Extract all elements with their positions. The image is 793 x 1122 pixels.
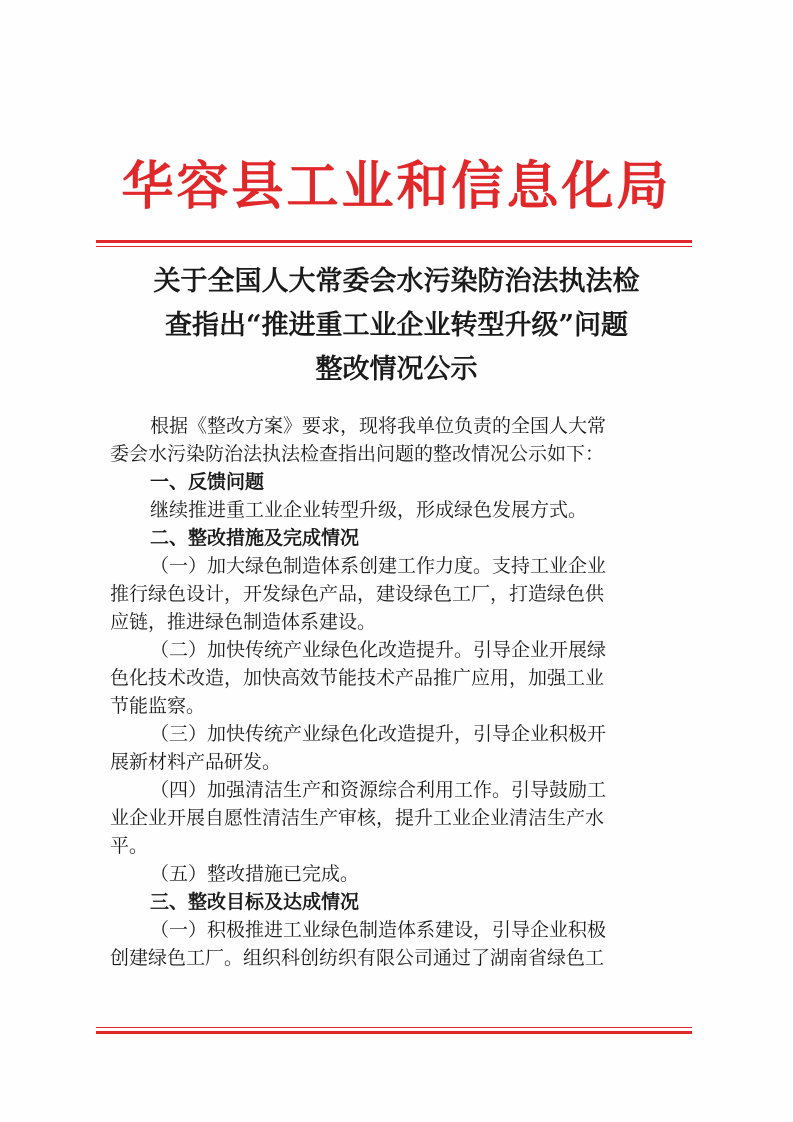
body-line: 应链，推进绿色制造体系建设。 — [110, 611, 377, 633]
body-line: （二）加快传统产业绿色化改造提升。引导企业开展绿 — [150, 639, 607, 661]
document-body — [110, 412, 690, 972]
body-line: （一）积极推进工业绿色制造体系建设，引导企业积极 — [150, 919, 607, 941]
section-heading: 二、整改措施及完成情况 — [150, 527, 360, 549]
body-line: （三）加快传统产业绿色化改造提升，引导企业积极开 — [150, 723, 607, 745]
title-line: 查指出“推进重工业企业转型升级”问题 — [164, 310, 629, 341]
body-line: （一）加大绿色制造体系创建工作力度。支持工业企业 — [150, 555, 607, 577]
body-line: 推行绿色设计，开发绿色产品，建设绿色工厂，打造绿色供 — [110, 583, 605, 605]
section-heading: 一、反馈问题 — [150, 471, 265, 493]
body-line: 业企业开展自愿性清洁生产审核，提升工业企业清洁生产水 — [110, 807, 605, 829]
header-rule-thin — [96, 246, 692, 247]
body-line: 根据《整改方案》要求，现将我单位负责的全国人大常 — [150, 415, 607, 437]
title-line: 关于全国人大常委会水污染防治法执法检 — [153, 266, 640, 297]
section-heading: 三、整改目标及达成情况 — [150, 891, 360, 913]
body-line: 委会水污染防治法执法检查指出问题的整改情况公示如下： — [110, 443, 605, 465]
body-line: （五）整改措施已完成。 — [150, 863, 360, 885]
org-letterhead: 华容县工业和信息化局 — [121, 156, 672, 217]
header-rule-thick — [96, 240, 692, 243]
body-line: 平。 — [110, 835, 149, 857]
body-line: 节能监察。 — [110, 695, 206, 717]
body-line: 继续推进重工业企业转型升级，形成绿色发展方式。 — [150, 499, 588, 521]
title-line: 整改情况公示 — [315, 354, 478, 385]
body-line: 展新材料产品研发。 — [110, 751, 282, 773]
body-line: 色化技术改造，加快高效节能技术产品推广应用，加强工业 — [110, 667, 605, 689]
body-line: 创建绿色工厂。组织科创纺织有限公司通过了湖南省绿色工 — [110, 947, 605, 969]
footer-rule-thick — [96, 1031, 692, 1034]
document-title — [90, 260, 703, 392]
footer-rule-thin — [96, 1027, 692, 1028]
body-line: （四）加强清洁生产和资源综合利用工作。引导鼓励工 — [150, 779, 607, 801]
